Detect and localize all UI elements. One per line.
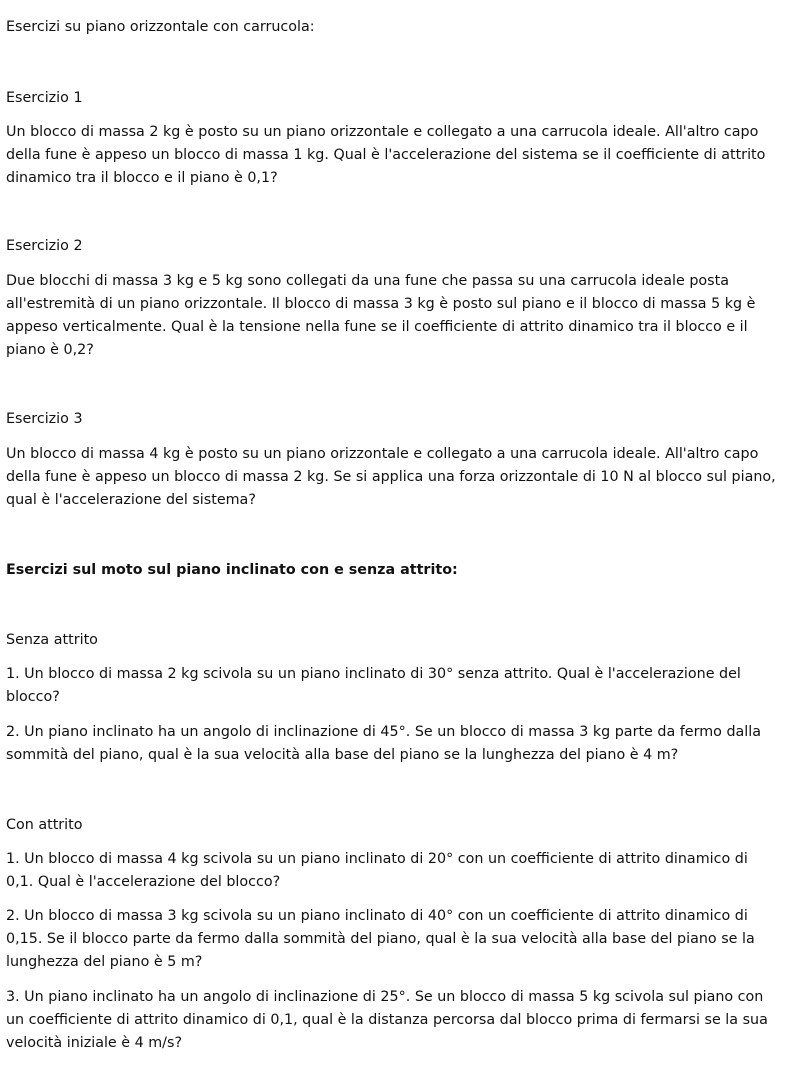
with-friction-item-1: 1. Un blocco di massa 4 kg scivola su un piano inclinato di 20° con un coefficiente di attrito dinamico di 0,1. Qual è l'accelerazione del blocco? — [6, 851, 748, 890]
exercise-2-text: Due blocchi di massa 3 kg e 5 kg sono collegati da una fune che passa su una carrucola ideale posta all'estremità di un piano orizzontale. Il blocco di massa 3 kg è posto sul piano e il blocco di massa 5 kg è appeso verticalmente. Qual è la tensione nella fune se il coefficiente di attrito dinamico tra il blocco e il piano è 0,2? — [6, 273, 756, 358]
without-friction-heading: Senza attrito — [6, 632, 98, 648]
section-title-horizontal: Esercizi su piano orizzontale con carrucola: — [6, 19, 315, 35]
exercise-3-text: Un blocco di massa 4 kg è posto su un piano orizzontale e collegato a una carrucola ideale. All'altro capo della fune è appeso un blocco di massa 2 kg. Se si applica una forza orizzontale di 10 N al blocco sul piano, qual è l'accelerazione del sistema? — [6, 446, 776, 508]
exercise-1-text: Un blocco di massa 2 kg è posto su un piano orizzontale e collegato a una carrucola ideale. All'altro capo della fune è appeso un blocco di massa 1 kg. Qual è l'accelerazione del sistema se il coefficiente di attrito dinamico tra il blocco e il piano è 0,1? — [6, 124, 766, 186]
exercise-2-heading: Esercizio 2 — [6, 238, 83, 254]
with-friction-item-3: 3. Un piano inclinato ha un angolo di inclinazione di 25°. Se un blocco di massa 5 kg scivola sul piano con un coefficiente di attrito dinamico di 0,1, qual è la distanza percorsa dal blocco prima di fermarsi se la sua velocità iniziale è 4 m/s? — [6, 989, 768, 1051]
without-friction-item-1: 1. Un blocco di massa 2 kg scivola su un piano inclinato di 30° senza attrito. Qual è l'accelerazione del blocco? — [6, 666, 741, 705]
with-friction-heading: Con attrito — [6, 817, 83, 833]
exercise-1-heading: Esercizio 1 — [6, 90, 83, 106]
without-friction-item-2: 2. Un piano inclinato ha un angolo di inclinazione di 45°. Se un blocco di massa 3 kg parte da fermo dalla sommità del piano, qual è la sua velocità alla base del piano se la lunghezza del piano è 4 m? — [6, 724, 761, 763]
exercise-3-heading: Esercizio 3 — [6, 411, 83, 427]
section-title-inclined: Esercizi sul moto sul piano inclinato con e senza attrito: — [6, 562, 458, 578]
with-friction-item-2: 2. Un blocco di massa 3 kg scivola su un piano inclinato di 40° con un coefficiente di attrito dinamico di 0,15. Se il blocco parte da fermo dalla sommità del piano, qual è la sua velocità alla base del piano se la lunghezza del piano è 5 m? — [6, 908, 755, 970]
